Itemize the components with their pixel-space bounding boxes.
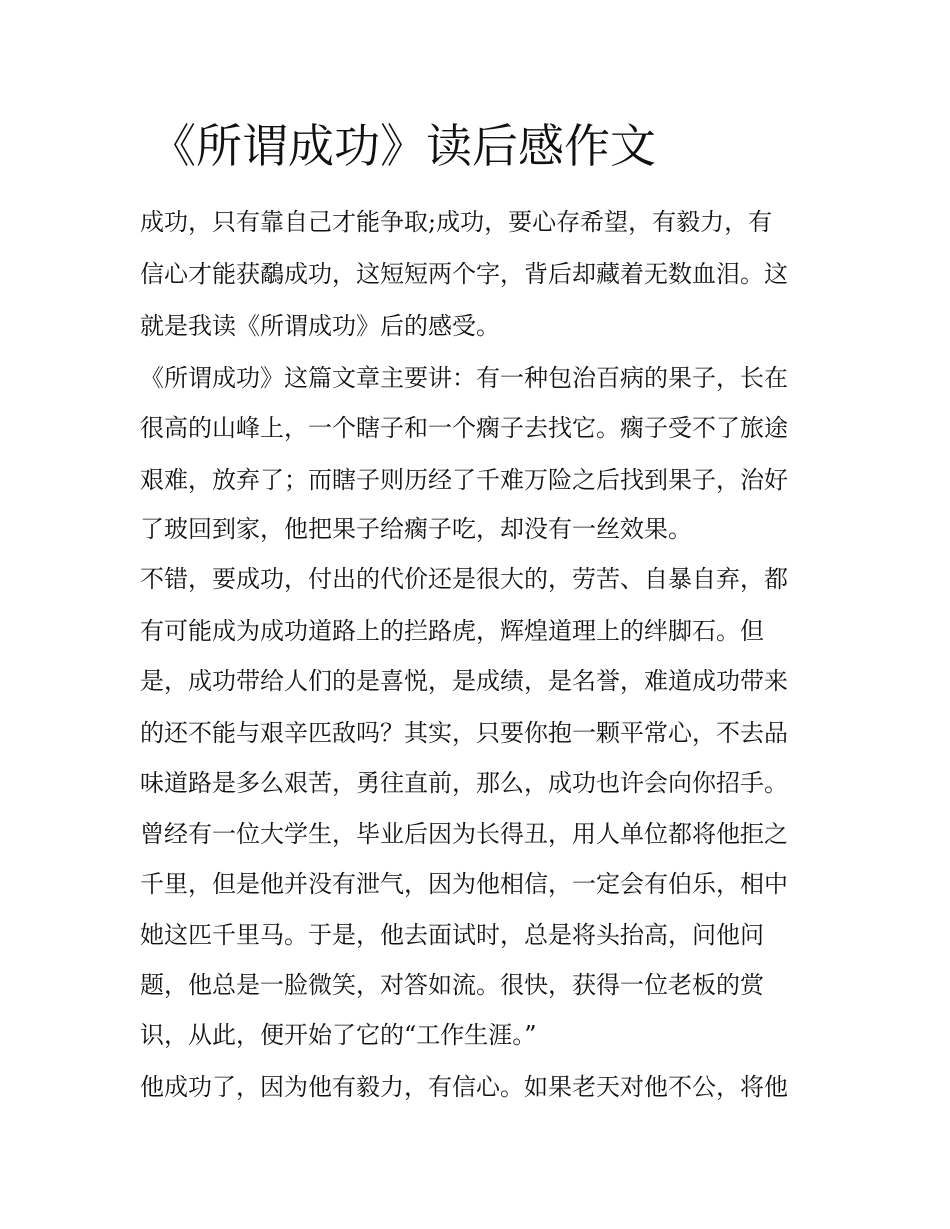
body-line: 《所谓成功》这篇文章主要讲：有一种包治百病的果子，长在: [140, 364, 788, 392]
body-line: 千里，但是他并没有泄气，因为他相信，一定会有伯乐，相中: [140, 870, 788, 898]
body-line: 信心才能获鷸成功，这短短两个字，背后却藏着无数血泪。这: [140, 260, 788, 288]
body-line: 味道路是多么艰苦，勇往直前，那么，成功也许会向你招手。: [140, 769, 788, 797]
body-line: 成功，只有靠自己才能争取;成功，要心存希望，有毅力，有: [140, 208, 773, 236]
body-line: 她这匹千里马。于是，他去面试时，总是将头抬高，问他问: [140, 921, 764, 949]
body-line: 是，成功带给人们的是喜悦，是成绩，是名誉，难道成功带来: [140, 667, 788, 695]
body-line: 他成功了，因为他有毅力，有信心。如果老天对他不公，将他: [140, 1073, 788, 1101]
body-line: 有可能成为成功道路上的拦路虎，辉煌道理上的绊脚石。但: [140, 617, 764, 645]
body-line: 就是我读《所谓成功》后的感受。: [140, 312, 500, 340]
body-line: 题，他总是一脸微笑，对答如流。很快，获得一位老板的赏: [140, 971, 764, 999]
body-line: 艰难，放弃了；而瞎子则历经了千难万险之后找到果子，治好: [140, 466, 788, 494]
body-line: 识，从此，便开始了它的“工作生涯。”: [140, 1021, 537, 1049]
body-line: 的还不能与艰辛匹敌吗？其实，只要你抱一颗平常心，不去品: [140, 719, 788, 747]
body-line: 了玻回到家，他把果子给瘸子吃，却没有一丝效果。: [140, 515, 692, 543]
body-line: 很高的山峰上，一个瞎子和一个瘸子去找它。瘸子受不了旅途: [140, 414, 788, 442]
body-line: 曾经有一位大学生，毕业后因为长得丑，用人单位都将他拒之: [140, 820, 788, 848]
body-line: 不错，要成功，付出的代价还是很大的，劳苦、自暴自弃，都: [140, 565, 788, 593]
document-title: 《所谓成功》读后感作文: [150, 119, 656, 173]
